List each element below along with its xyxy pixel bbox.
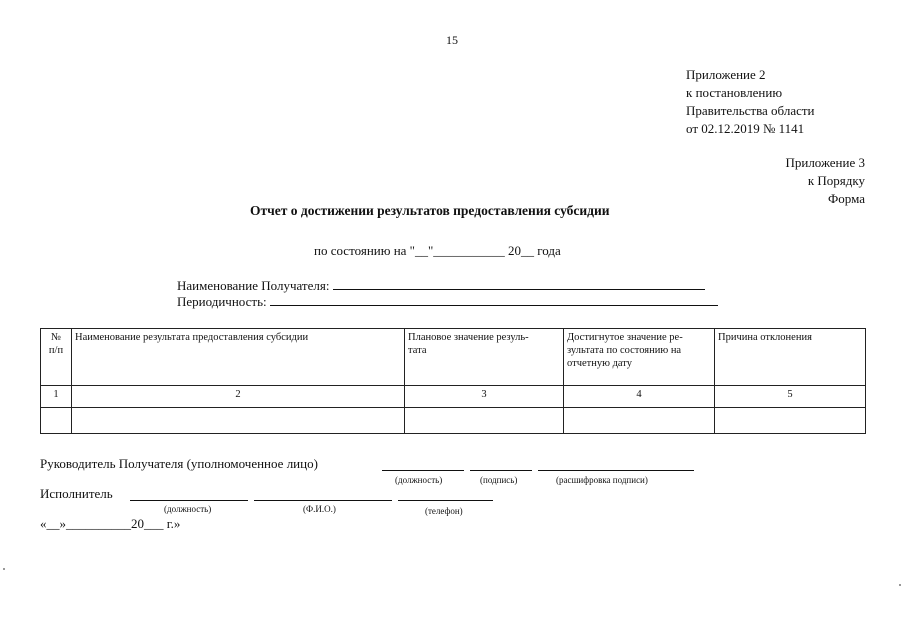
form-label: Форма <box>828 191 865 206</box>
table-row <box>41 408 866 434</box>
appendix-2-line: Приложение 2 <box>686 67 766 82</box>
head-name-caption: (расшифровка подписи) <box>556 475 648 485</box>
executor-label: Исполнитель <box>40 486 113 501</box>
header-achieved-value <box>564 329 715 386</box>
header-number-line: № <box>50 332 62 343</box>
column-number: 2 <box>72 386 405 408</box>
executor-position-field[interactable] <box>130 500 248 501</box>
table-cell[interactable] <box>41 408 72 434</box>
recipient-label: Наименование Получателя: <box>177 278 330 293</box>
head-signature-field[interactable] <box>470 470 532 471</box>
executor-phone-field[interactable] <box>398 500 493 501</box>
column-number: 5 <box>715 386 866 408</box>
column-number: 3 <box>405 386 564 408</box>
executor-name-caption: (Ф.И.О.) <box>303 504 336 514</box>
recipient-field[interactable] <box>333 278 705 290</box>
header-planned-line: тата <box>408 345 427 356</box>
table-cell[interactable] <box>715 408 866 434</box>
header-achieved-line: отчетную дату <box>567 358 632 369</box>
table-cell[interactable] <box>72 408 405 434</box>
header-result-name: Наименование результата предоставления субсидии <box>72 329 405 386</box>
header-number <box>41 329 72 386</box>
appendix-3-block <box>785 154 865 208</box>
head-signature-label: Руководитель Получателя (уполномоченное лицо) <box>40 456 318 471</box>
executor-name-field[interactable] <box>254 500 392 501</box>
executor-phone-caption: (телефон) <box>425 506 463 516</box>
header-number-line: п/п <box>48 345 64 356</box>
head-name-field[interactable] <box>538 470 694 471</box>
appendix-2-line: Правительства области <box>686 103 815 118</box>
date-blank: __________ <box>66 516 131 531</box>
header-planned-line: Плановое значение резуль- <box>408 332 529 343</box>
periodicity-row <box>177 294 718 310</box>
table-cell[interactable] <box>405 408 564 434</box>
as-of-date-line <box>314 243 561 259</box>
scan-mark <box>899 584 901 586</box>
recipient-row <box>177 278 705 294</box>
as-of-prefix: по состоянию на "__" <box>314 243 434 258</box>
periodicity-label: Периодичность: <box>177 294 267 309</box>
date-year: 20___ г.» <box>131 516 181 531</box>
page-number: 15 <box>446 33 458 47</box>
date-line <box>40 516 180 532</box>
header-planned-value <box>405 329 564 386</box>
report-table <box>40 328 866 434</box>
head-position-field[interactable] <box>382 470 464 471</box>
as-of-blank: ___________ <box>433 243 505 258</box>
as-of-year: 20__ года <box>508 243 561 258</box>
head-position-caption: (должность) <box>395 475 443 485</box>
date-open: «__» <box>40 516 66 531</box>
appendix-3-line: к Порядку <box>807 173 865 188</box>
periodicity-field[interactable] <box>270 294 718 306</box>
head-signature-caption: (подпись) <box>480 475 518 485</box>
table-cell[interactable] <box>564 408 715 434</box>
report-title: Отчет о достижении результатов предоставления субсидии <box>250 203 610 218</box>
column-number: 1 <box>41 386 72 408</box>
table-header-row <box>41 329 866 386</box>
header-achieved-line: зультата по состоянию на <box>567 345 682 356</box>
scan-mark <box>3 568 5 570</box>
appendix-2-line: к постановлению <box>686 85 783 100</box>
appendix-2-block <box>686 66 815 138</box>
executor-position-caption: (должность) <box>164 504 212 514</box>
appendix-3-line: Приложение 3 <box>785 155 865 170</box>
column-number: 4 <box>564 386 715 408</box>
header-deviation-reason: Причина отклонения <box>715 329 866 386</box>
table-column-number-row <box>41 386 866 408</box>
header-achieved-line: Достигнутое значение ре- <box>567 332 683 343</box>
appendix-2-line: от 02.12.2019 № 1141 <box>686 121 805 136</box>
